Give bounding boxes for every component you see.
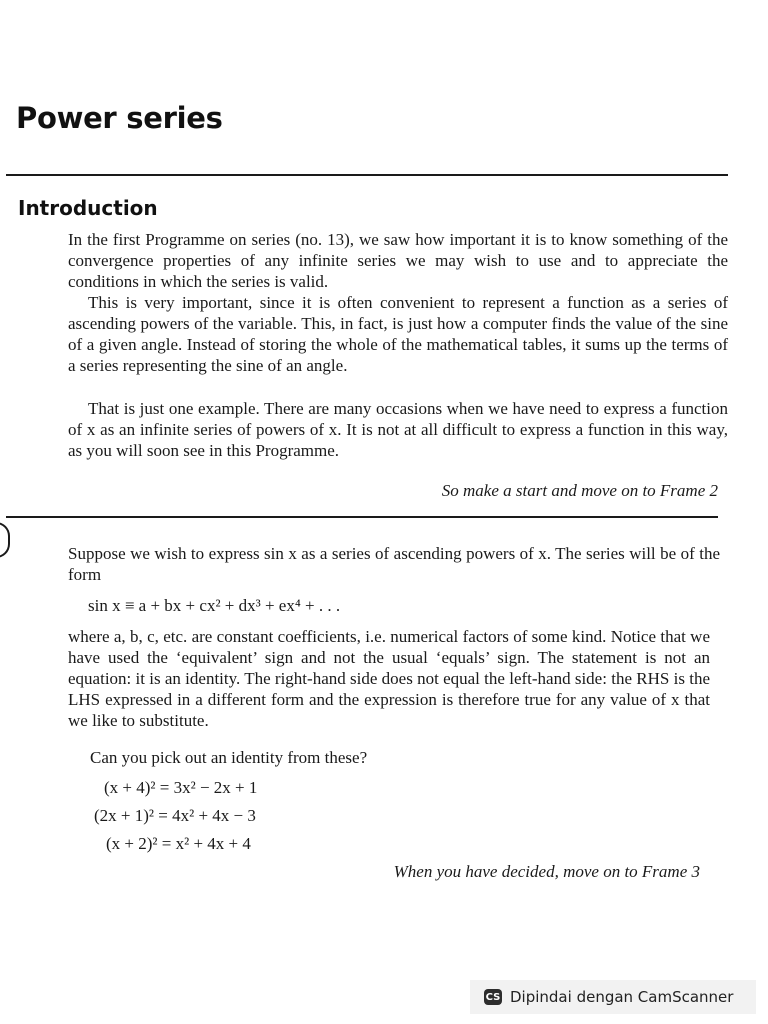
intro-paragraph-3: That is just one example. There are many occasions when we have need to express a function of x as an infinite series of powers of x. It is not at all difficult to express a function in this way, as you will soon see in this Programme.	[68, 399, 728, 460]
intro-paragraph-2: This is very important, since it is often convenient to represent a function as a series of ascending powers of the variable. This, in fact, is just how a computer finds the value of the sine of a given angle. Instead of storing the whole of the mathematical tables, it sums up the terms of a series representing the sine of an angle.	[68, 293, 728, 375]
identity-option-1: (x + 4)² = 3x² − 2x + 1	[104, 778, 258, 797]
next-frame-instruction-3: When you have decided, move on to Frame 3	[393, 862, 700, 881]
section-heading-introduction: Introduction	[18, 196, 158, 220]
intro-paragraph-1: In the first Programme on series (no. 13), we saw how important it is to know something of the convergence properties of any infinite series we may wish to use and to appreciate the conditions in which the series is valid.	[68, 230, 728, 291]
series-equation: sin x ≡ a + bx + cx² + dx³ + ex⁴ + . . .	[88, 596, 341, 615]
camscanner-text: Dipindai dengan CamScanner	[510, 988, 734, 1006]
frame-rule	[6, 516, 718, 518]
camscanner-watermark	[470, 980, 756, 1014]
identity-option-2: (2x + 1)² = 4x² + 4x − 3	[94, 806, 256, 825]
frame-question: Can you pick out an identity from these?	[90, 748, 368, 767]
frame-paragraph-2: where a, b, c, etc. are constant coefficients, i.e. numerical factors of some kind. Notice that we have used the ‘equivalent’ sign and not the usual ‘equals’ sign. The statement is not an equation: it is an identity. The right-hand side does not equal the left-hand side: the RHS is the LHS expressed in a different form and the expression is therefore true for any value of x that we like to substitute.	[68, 627, 710, 730]
identity-option-3: (x + 2)² = x² + 4x + 4	[106, 834, 251, 853]
title-rule	[6, 174, 728, 176]
next-frame-instruction: So make a start and move on to Frame 2	[441, 481, 718, 500]
frame-number-tab	[0, 522, 10, 558]
page-title: Power series	[16, 101, 223, 135]
frame-paragraph-1: Suppose we wish to express sin x as a series of ascending powers of x. The series will be of the form	[68, 544, 720, 584]
camscanner-logo-icon: CS	[484, 989, 502, 1005]
